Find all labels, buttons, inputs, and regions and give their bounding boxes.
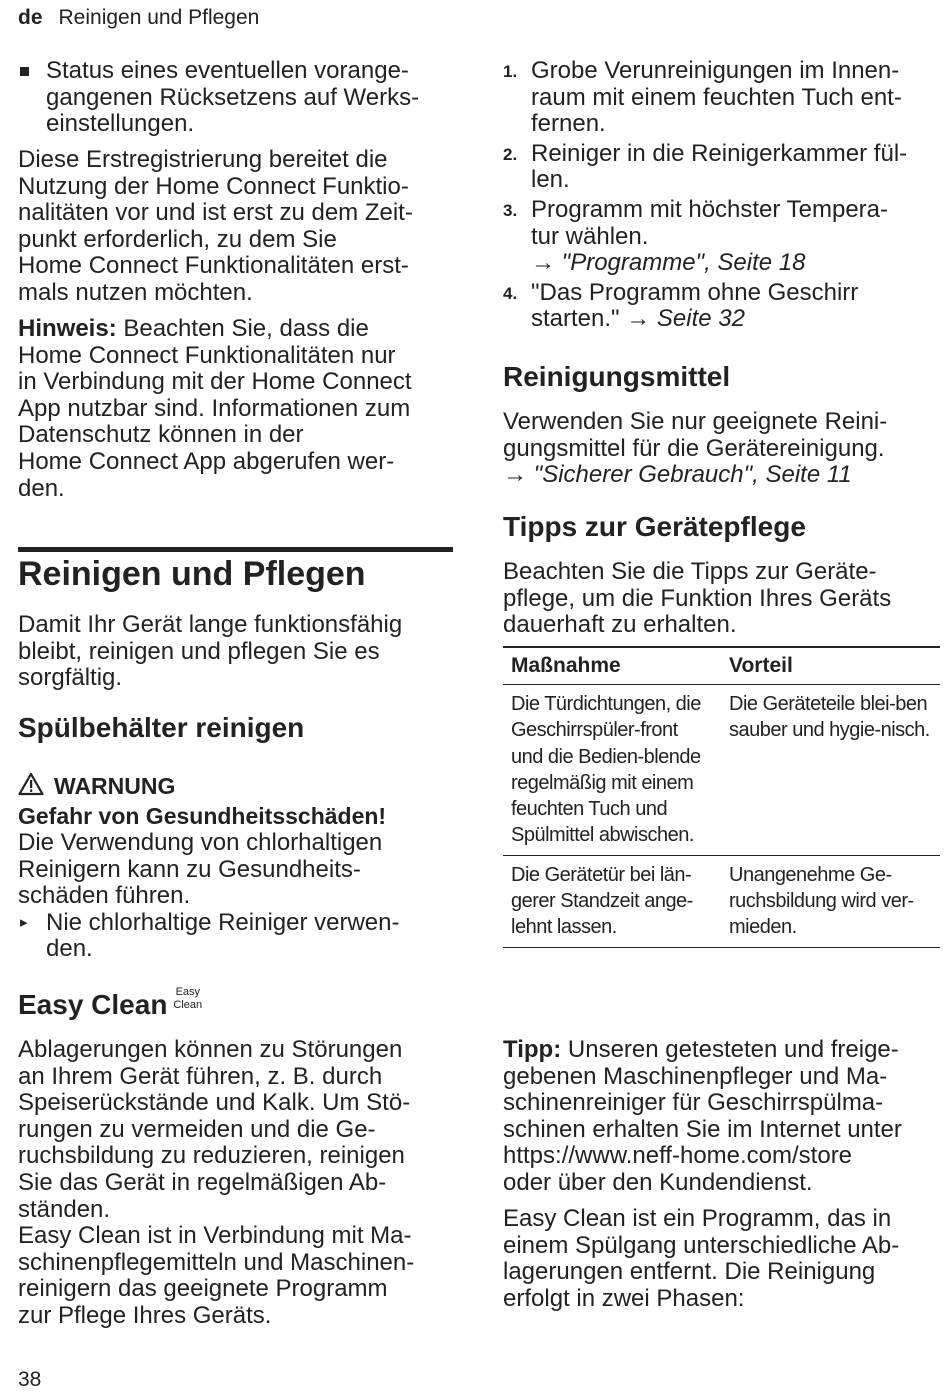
step-item: 3. Programm mit höchster Tempera- tur wählen. → "Programme", Seite 18 bbox=[503, 195, 888, 277]
easy-clean-heading: Easy Clean Easy Clean bbox=[18, 986, 203, 1020]
cleaning-steps bbox=[503, 58, 940, 336]
table-cell: Die Geräteteile blei-ben sauber und hygie-nisch. bbox=[721, 685, 940, 856]
easy-clean-program-paragraph: Easy Clean ist ein Programm, das in einem Spülgang unterschiedliche Ab- lagerungen entfernt. Die Reinigung erfolgt in zwei Phasen: bbox=[503, 1205, 900, 1312]
cross-reference-link[interactable]: "Programme", Seite 18 bbox=[561, 249, 806, 277]
arrow-right-icon: → bbox=[503, 461, 534, 489]
store-url: https://www.neff-home.com/store bbox=[503, 1142, 853, 1170]
tipps-heading: Tipps zur Gerätepflege bbox=[503, 511, 806, 542]
reinigungsmittel-heading: Reinigungsmittel bbox=[503, 361, 731, 392]
status-bullet-text: Status eines eventuellen vorange- gangenen Rücksetzens auf Werks- einstellungen. bbox=[46, 57, 420, 138]
page-header bbox=[18, 6, 259, 30]
care-tips-table bbox=[503, 646, 940, 948]
spuelbehaelter-heading: Spülbehälter reinigen bbox=[18, 712, 305, 743]
reinigungsmittel-paragraph: Verwenden Sie nur geeignete Reini- gungsmittel für die Gerätereinigung. → "Sicherer Gebrauch", Seite 11 bbox=[503, 408, 888, 489]
warning-text: Die Verwendung von chlorhaltigen Reinigern kann zu Gesundheits- schäden führen. bbox=[18, 829, 383, 910]
table-cell: Unangenehme Ge-ruchsbildung wird ver-mieden. bbox=[721, 855, 940, 947]
tipps-paragraph: Beachten Sie die Tipps zur Geräte- pflege, um die Funktion Ihres Geräts dauerhaft zu erhalten. bbox=[503, 558, 892, 639]
table-cell: Die Gerätetür bei län-gerer Standzeit ange-lehnt lassen. bbox=[503, 855, 721, 947]
registration-paragraph: Diese Erstregistrierung bereitet die Nutzung der Home Connect Funktio- nalitäten vor und ist erst zu dem Zeit- punkt erforderlich, zu dem Sie Home Connect Funktionalitäten erst- mals nutzen möchten. bbox=[18, 146, 413, 306]
table-header-row bbox=[503, 647, 940, 685]
section-rule bbox=[18, 547, 453, 552]
cross-reference-link[interactable]: Seite 32 bbox=[656, 305, 745, 333]
hinweis-paragraph: Hinweis: Beachten Sie, dass die Home Connect Funktionalitäten nur in Verbindung mit der Home Connect App nutzbar sind. Informationen zum Datenschutz können in der Home Connect App abgerufen wer- den. bbox=[18, 315, 412, 502]
step-item: 2. Reiniger in die Reinigerkammer fül- len. bbox=[503, 139, 908, 194]
hinweis-label: Hinweis: bbox=[18, 315, 117, 342]
column-header: Vorteil bbox=[721, 647, 940, 685]
page-number: 38 bbox=[18, 1368, 42, 1391]
tipp-label: Tipp: bbox=[503, 1036, 562, 1063]
warning-header bbox=[18, 772, 458, 802]
step-item: 4. "Das Programm ohne Geschirr starten." → Seite 32 bbox=[503, 278, 859, 333]
warning-action: ▸ Nie chlorhaltige Reiniger verwen- den. bbox=[20, 908, 400, 963]
arrow-right-icon: → bbox=[531, 249, 562, 277]
cross-reference-link[interactable]: "Sicherer Gebrauch", Seite 11 bbox=[533, 461, 852, 489]
section-title: Reinigen und Pflegen bbox=[18, 555, 366, 593]
warning-triangle-icon bbox=[18, 772, 44, 802]
table-row bbox=[503, 685, 940, 856]
column-header: Maßnahme bbox=[503, 647, 721, 685]
header-title: Reinigen und Pflegen bbox=[58, 6, 260, 29]
easy-clean-paragraph: Ablagerungen können zu Störungen an Ihrem Gerät führen, z. B. durch Speiserückstände und Kalk. Um Stö- rungen zu vermeiden und die Ge- ruchsbildung zu reduzieren, reinigen Sie das Gerät in regelmäßigen Ab- ständen. Easy Clean ist in Verbindung mit Ma- schinenpflegemitteln und Maschinen- reinigern das geeignete Programm zur Pflege Ihres Geräts. bbox=[18, 1036, 415, 1329]
status-bullet bbox=[18, 58, 486, 138]
triangle-right-icon: ▸ bbox=[20, 913, 28, 931]
tipp-paragraph: Tipp: Unseren getesteten und freige- gebenen Maschinenpfleger und Ma- schinenreiniger für Geschirrspülma- schinen erhalten Sie im Internet unter https://www.neff-home.com/store oder über den Kundendienst. bbox=[503, 1037, 940, 1197]
warning-block bbox=[18, 772, 458, 963]
warning-label: WARNUNG bbox=[54, 773, 176, 799]
arrow-right-icon: → bbox=[626, 305, 657, 333]
step-item: 1. Grobe Verunreinigungen im Innen- raum mit einem feuchten Tuch ent- fernen. bbox=[503, 57, 902, 138]
section-intro: Damit Ihr Gerät lange funktionsfähig bleibt, reinigen und pflegen Sie es sorgfältig. bbox=[18, 611, 403, 692]
easy-clean-icon: Easy Clean bbox=[173, 986, 203, 1011]
language-code: de bbox=[18, 6, 43, 29]
table-cell: Die Türdichtungen, die Geschirrspüler-front und die Bedien-blende regelmäßig mit einem feuchten Tuch und Spülmittel abwischen. bbox=[503, 685, 721, 856]
table-row bbox=[503, 855, 940, 947]
warning-title: Gefahr von Gesundheitsschäden! bbox=[18, 803, 387, 829]
square-bullet-icon bbox=[20, 67, 29, 76]
